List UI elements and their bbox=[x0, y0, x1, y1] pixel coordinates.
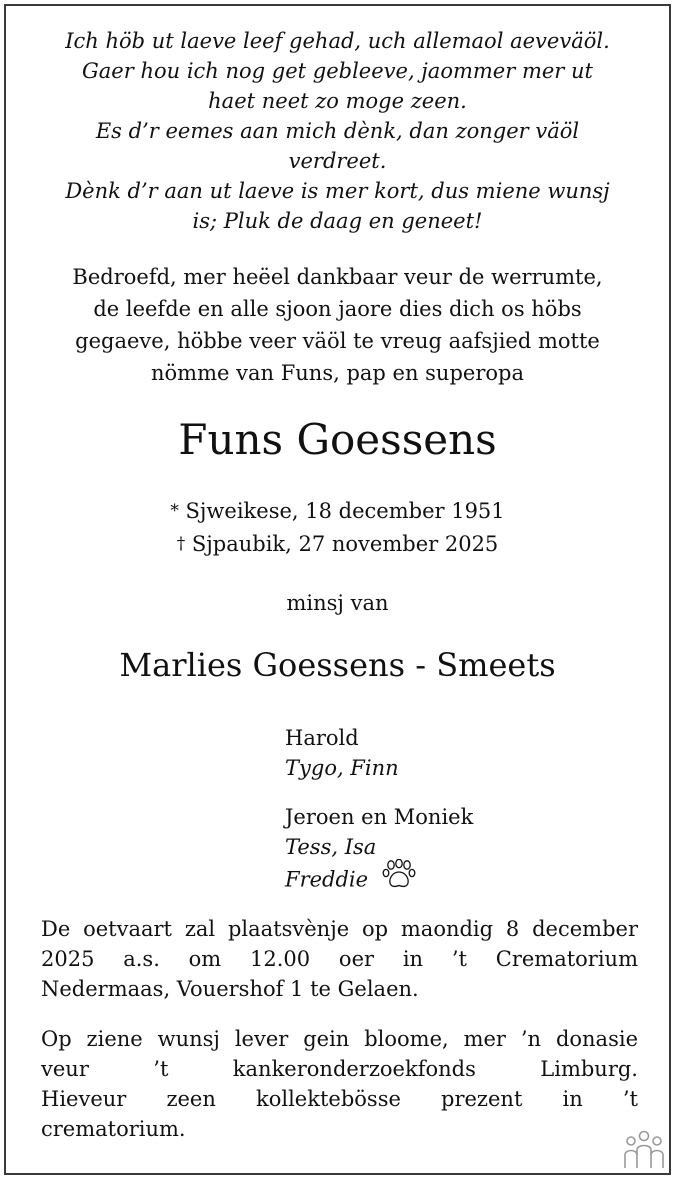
paw-print-icon bbox=[382, 859, 416, 897]
donation-line: Op ziene wunsj lever gein bloome, mer ’n donasie bbox=[41, 1027, 638, 1051]
grandchildren-names: Tygo, Finn bbox=[285, 756, 399, 780]
intro-line: Bedroefd, mer heëel dankbaar veur de werrumte, bbox=[72, 265, 603, 289]
obituary-card bbox=[4, 4, 671, 1175]
family-list bbox=[285, 723, 473, 900]
pet-name: Freddie bbox=[285, 867, 369, 892]
deceased-name: Funs Goessens bbox=[178, 415, 497, 464]
poem-line: haet neet zo moge zeen. bbox=[208, 89, 467, 113]
pet-line bbox=[285, 862, 473, 900]
poem-line: verdreet. bbox=[288, 149, 387, 173]
poem bbox=[26, 26, 649, 236]
grandchildren-names: Tess, Isa bbox=[285, 835, 377, 859]
funeral-line: De oetvaart zal plaatsvènje op maondig 8 december bbox=[41, 917, 638, 941]
poem-line: Es d’r eemes aan mich dènk, dan zonger väöl bbox=[95, 119, 580, 143]
relation-text: minsj van bbox=[286, 591, 389, 615]
donation-line: Hieveur zeen kollektebösse prezent in ’t bbox=[41, 1087, 638, 1111]
child-name: Jeroen en Moniek bbox=[285, 805, 474, 829]
intro-line: nömme van Funs, pap en superopa bbox=[151, 361, 524, 385]
death-date: Sjpaubik, 27 november 2025 bbox=[191, 532, 499, 556]
funeral-details bbox=[41, 914, 638, 1004]
funeral-line: 2025 a.s. om 12.00 oer in ’t Crematorium bbox=[41, 947, 638, 971]
intro-line: gegaeve, höbbe veer väöl te vreug aafsjied motte bbox=[75, 329, 600, 353]
intro-line: de leefde en alle sjoon jaore dies dich os höbs bbox=[93, 297, 582, 321]
poem-line: is; Pluk de daag en geneet! bbox=[192, 209, 483, 233]
child-name: Harold bbox=[285, 726, 359, 750]
birth-line bbox=[6, 496, 669, 529]
birth-date: Sjweikese, 18 december 1951 bbox=[185, 499, 505, 523]
birth-symbol: * bbox=[170, 501, 179, 521]
poem-line: Ich höb ut laeve leef gehad, uch allemaol aeveväöl. bbox=[65, 29, 610, 53]
donation-line: veur ’t kankeronderzoekfonds Limburg. bbox=[41, 1057, 638, 1081]
life-dates bbox=[6, 496, 669, 562]
poem-line: Dènk d’r aan ut laeve is mer kort, dus miene wunsj bbox=[65, 179, 610, 203]
donation-request bbox=[41, 1024, 638, 1144]
spouse-name: Marlies Goessens - Smeets bbox=[119, 646, 556, 684]
announcement-intro bbox=[26, 261, 649, 389]
death-line bbox=[6, 529, 669, 562]
people-group-logo-icon bbox=[619, 1130, 669, 1174]
poem-line: Gaer hou ich nog get gebleeve, jaommer mer ut bbox=[82, 59, 593, 83]
funeral-line: Nedermaas, Vouershof 1 te Gelaen. bbox=[41, 977, 419, 1001]
death-symbol: † bbox=[176, 534, 186, 554]
donation-line: crematorium. bbox=[41, 1117, 186, 1141]
